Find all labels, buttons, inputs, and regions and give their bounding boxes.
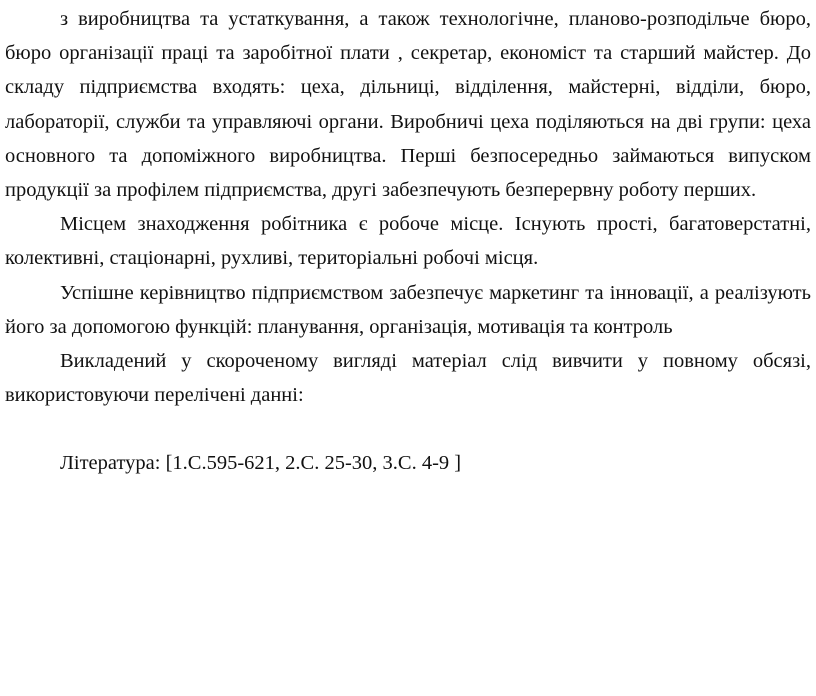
document-page	[5, 2, 811, 481]
paragraph-management: Успішне керівництво підприємством забезпечує маркетинг та інновації, а реалізують його за допомогою функцій: планування, організація, мотивація та контроль	[5, 281, 811, 338]
references-line: Література: [1.С.595-621, 2.С. 25-30, 3.С. 4-9 ]	[60, 452, 462, 475]
paragraph-workplace: Місцем знаходження робітника є робоче місце. Існують прості, багатоверстатні, колективні, стаціонарні, рухливі, територіальні робочі місця.	[5, 213, 811, 270]
paragraph-structure: з виробництва та устаткування, а також технологічне, планово-розподільче бюро, бюро організації праці та заробітної плати , секретар, економіст та старший майстер. До складу підприємства входять: цеха, дільниці, відділення, майстерні, відділи, бюро, лабораторії, служби та управляючі органи. Виробничі цеха поділяються на дві групи: цеха основного та допоміжного виробництва. Перші безпосередньо займаються випуском продукції за профілем підприємства, другі забезпечують безперервну роботу перших.	[5, 8, 811, 202]
blank-line	[5, 412, 811, 446]
paragraph-study-instruction: Викладений у скороченому вигляді матеріал слід вивчити у повному обсязі, використовуючи перелічені данні:	[5, 350, 811, 407]
